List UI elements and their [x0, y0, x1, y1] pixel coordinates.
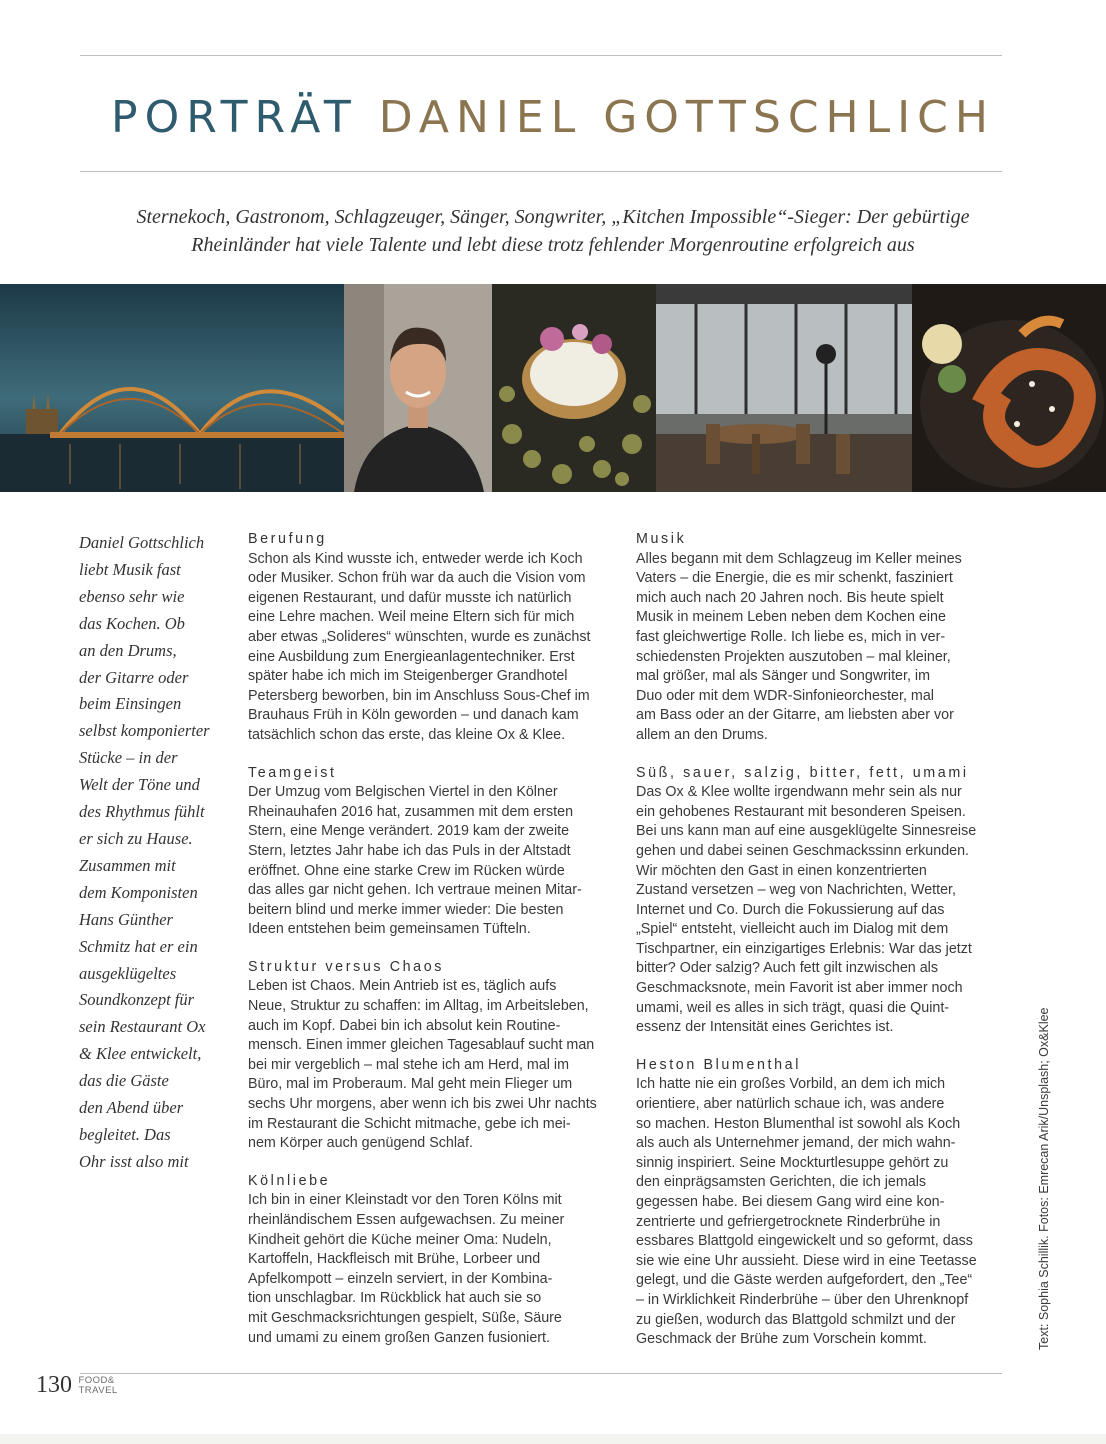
body-line: später habe ich mich im Steigenberger Grandhotel: [248, 668, 568, 685]
sidebar-line: dem Komponisten: [79, 882, 198, 902]
sidebar-line: den Abend über: [79, 1098, 184, 1118]
body-line: rheinländischem Essen aufgewachsen. Zu meiner: [248, 1212, 565, 1228]
sidebar-line: das Kochen. Ob: [79, 613, 185, 633]
body-line: sie wie eine Uhr aussieht. Diese wird in eine Teetasse: [636, 1252, 977, 1269]
body-line: eröffnet. Ohne eine starke Crew im Rücken würde: [248, 862, 565, 879]
body-line: nem Körper auch genügend Schlaf.: [248, 1135, 473, 1152]
section-heading: Teamgeist: [248, 764, 337, 781]
body-line: tion unschlagbar. Im Rückblick hat auch sie so: [248, 1290, 542, 1307]
body-line: eigenen Restaurant, und dafür musste ich natürlich: [248, 589, 572, 606]
body-line: Stern, eine Menge verändert. 2019 kam der zweite: [248, 823, 570, 840]
body-line: gegessen habe. Bei diesem Gang wird eine kon-: [636, 1194, 945, 1210]
section-heading: Kölnliebe: [248, 1172, 331, 1189]
article-section: [248, 764, 618, 940]
sidebar-line: Ohr isst also mit: [79, 1151, 189, 1171]
body-line: Zustand versetzen – weg von Nachrichten, Wetter,: [636, 882, 956, 899]
body-line: sechs Uhr morgens, aber wenn ich bis zwei Uhr nachts: [248, 1096, 597, 1113]
sidebar-line: der Gitarre oder: [79, 667, 189, 687]
body-line: umami, weil es alles in sich trägt, quasi die Quint-: [636, 999, 950, 1016]
body-line: gehen und dabei seinen Geschmackssinn erkunden.: [636, 842, 970, 859]
body-line: Petersberg beworben, bin im Anschluss Sous-Chef im: [248, 687, 590, 704]
sidebar-line: das die Gäste: [79, 1071, 169, 1091]
body-line: Ich bin in einer Kleinstadt vor den Toren Kölns mit: [248, 1192, 562, 1209]
sidebar-line: an den Drums,: [79, 640, 177, 660]
body-line: allem an den Drums.: [636, 726, 768, 743]
sidebar-line: liebt Musik fast: [79, 559, 181, 579]
top-rule: [80, 55, 1002, 56]
body-line: Der Umzug vom Belgischen Viertel in den Kölner: [248, 784, 558, 801]
lead-line: Sternekoch, Gastronom, Schlagzeuger, Sänger, Songwriter, „Kitchen Impossible“-Sieger: Der gebürtige: [136, 206, 970, 228]
sidebar-line: Daniel Gottschlich: [79, 533, 205, 552]
body-line: Musik in meinem Leben neben dem Kochen eine: [636, 609, 946, 626]
sidebar-line: Schmitz hat er ein: [79, 936, 198, 956]
page-number: 130: [36, 1372, 72, 1398]
body-line: ein gehobenes Restaurant mit besonderen Speisen.: [636, 803, 966, 820]
page-title: [0, 92, 1106, 143]
body-line: sinnig inspiriert. Seine Mockturtlesuppe gehört zu: [636, 1154, 949, 1171]
bottom-band: [0, 1434, 1106, 1444]
body-line: aber etwas „Solideres“ wünschten, wurde es zunächst: [248, 628, 591, 645]
body-line: Kartoffeln, Hackfleisch mit Brühe, Lorbeer und: [248, 1251, 541, 1268]
section-heading: Struktur versus Chaos: [248, 958, 445, 975]
photo-restaurant-interior: [656, 284, 912, 492]
body-line: tatsächlich schon das erste, das kleine Ox & Klee.: [248, 726, 566, 743]
body-line: „Spiel“ entsteht, vielleicht auch im Dialog mit dem: [636, 921, 949, 938]
sidebar-line: Hans Günther: [79, 909, 173, 929]
sidebar-teaser: [79, 530, 231, 1176]
section-heading: Musik: [636, 531, 687, 547]
body-line: Ideen entstehen beim gemeinsamen Tüfteln.: [248, 921, 531, 938]
lead-text: [60, 203, 1046, 259]
sidebar-line: selbst komponierter: [79, 721, 210, 741]
sidebar-line: Stücke – in der: [79, 748, 178, 768]
body-line: orientiere, aber natürlich schaue ich, was andere: [636, 1096, 945, 1113]
body-line: mal größer, mal als Sänger und Songwriter, im: [636, 668, 931, 685]
body-line: essenz der Intensität eines Gerichtes ist.: [636, 1019, 894, 1036]
body-line: auch im Kopf. Dabei bin ich absolut kein Routine-: [248, 1017, 561, 1034]
body-line: Büro, mal im Proberaum. Mal geht mein Flieger um: [248, 1076, 573, 1093]
photo-plated-dish: [492, 284, 656, 492]
body-line: eine Ausbildung zum Energieanlagentechniker. Erst: [248, 648, 575, 665]
body-line: Geschmacksnote, mein Favorit ist aber immer noch: [636, 980, 963, 997]
body-line: am Bass oder an der Gitarre, am liebsten aber vor: [636, 707, 954, 724]
article-section: [636, 1056, 1008, 1350]
body-line: essbares Blattgold eingewickelt und so geformt, dass: [636, 1233, 973, 1250]
sidebar-line: er sich zu Hause.: [79, 828, 193, 848]
article-section: [636, 764, 1008, 1038]
body-line: zentrierte und gefriergetrocknete Rinderbrühe in: [636, 1213, 941, 1230]
photo-cologne-bridge: [0, 284, 344, 492]
body-line: Brauhaus Früh in Köln geworden – und danach kam: [248, 707, 579, 724]
body-line: Alles begann mit dem Schlagzeug im Keller meines: [636, 550, 962, 567]
title-rule: [80, 171, 1002, 172]
article-section: [248, 1172, 618, 1348]
sidebar-line: sein Restaurant Ox: [79, 1017, 206, 1037]
body-line: bei mir vergeblich – mal stehe ich am Herd, mal im: [248, 1056, 569, 1073]
body-line: fast gleichwertige Rolle. Ich liebe es, mich in ver-: [636, 628, 946, 645]
photo-credit: Text: Sophia Schillik. Fotos: Emrecan Arik/Unsplash; Ox&Klee: [1037, 1007, 1051, 1350]
page-footer: [36, 1372, 118, 1399]
body-line: Wir möchten den Gast in einen konzentrierten: [636, 862, 927, 879]
sidebar-line: ausgeklügeltes: [79, 963, 177, 983]
body-line: Rheinauhafen 2016 hat, zusammen mit dem ersten: [248, 803, 574, 820]
body-line: Geschmack der Brühe zum Vorschein kommt.: [636, 1331, 927, 1348]
body-line: im Restaurant die Schicht mitmache, gebe ich mei-: [248, 1115, 571, 1132]
body-line: Vaters – die Energie, die es mir schenkt, fasziniert: [636, 570, 953, 587]
sidebar-line: Welt der Töne und: [79, 775, 200, 795]
body-line: und umami zu einem großen Ganzen fusioniert.: [248, 1329, 550, 1346]
body-line: Internet und Co. Durch die Fokussierung auf das: [636, 901, 945, 918]
sidebar-line: & Klee entwickelt,: [79, 1044, 202, 1064]
body-line: Leben ist Chaos. Mein Antrieb ist es, täglich aufs: [248, 978, 557, 995]
body-line: Das Ox & Klee wollte irgendwann mehr sein als nur: [636, 784, 962, 801]
body-line: beitern blind und merke immer wieder: Die besten: [248, 901, 564, 918]
body-line: Duo oder mit dem WDR-Sinfonieorchester, mal: [636, 687, 934, 704]
article-section: [636, 530, 1008, 746]
section-heading: Berufung: [248, 531, 327, 547]
body-line: mensch. Einen immer gleichen Tagesablauf sucht man: [248, 1037, 595, 1054]
photo-chef-portrait: [344, 284, 492, 492]
body-line: eine Lehre machen. Weil meine Eltern sich für mich: [248, 609, 575, 626]
body-line: gelegt, und die Gäste werden aufgefordert, den „Tee“: [636, 1272, 973, 1289]
sidebar-line: Zusammen mit: [79, 855, 176, 875]
magazine-logo: [78, 1376, 117, 1395]
text-column-left: [248, 530, 618, 1366]
body-line: Apfelkompott – einzeln serviert, in der Kombina-: [248, 1270, 553, 1287]
body-line: Bei uns kann man auf eine ausgeklügelte Sinnesreise: [636, 823, 977, 840]
body-line: bitter? Oder salzig? Auch fett gilt inzwischen als: [636, 960, 938, 977]
body-line: Neue, Struktur zu schaffen: im Alltag, im Arbeitsleben,: [248, 998, 589, 1015]
body-line: Kindheit gehört die Küche meiner Oma: Nudeln,: [248, 1231, 552, 1248]
body-line: zu gießen, wodurch das Blattgold schmilzt und der: [636, 1311, 956, 1328]
title-part-name: DANIEL GOTTSCHLICH: [378, 92, 995, 143]
logo-line-food: FOOD&: [78, 1375, 115, 1386]
photo-strip: [0, 284, 1106, 492]
body-line: das alles gar nicht gehen. Ich vertraue meinen Mitar-: [248, 882, 582, 899]
body-line: Schon als Kind wusste ich, entweder werde ich Koch: [248, 550, 583, 567]
body-line: so machen. Heston Blumenthal ist sowohl als Koch: [636, 1115, 961, 1132]
sidebar-line: ebenso sehr wie: [79, 586, 185, 606]
title-part-portraet: PORTRÄT: [111, 92, 358, 143]
text-column-right: [636, 530, 1008, 1368]
body-line: Stern, letztes Jahr habe ich das Puls in der Altstadt: [248, 842, 571, 859]
lead-line: Rheinländer hat viele Talente und lebt diese trotz fehlender Morgenroutine erfolgreich aus: [191, 234, 915, 256]
section-heading: Süß, sauer, salzig, bitter, fett, umami: [636, 764, 969, 781]
footer-rule: [80, 1373, 1002, 1374]
body-line: oder Musiker. Schon früh war da auch die Vision vom: [248, 570, 586, 587]
sidebar-line: des Rhythmus fühlt: [79, 802, 205, 822]
logo-line-travel: TRAVEL: [78, 1384, 118, 1396]
body-line: mit Geschmacksrichtungen gespielt, Süße, Säure: [248, 1309, 562, 1326]
body-line: Ich hatte nie ein großes Vorbild, an dem ich mich: [636, 1076, 946, 1093]
body-line: den einprägsamsten Gerichten, die ich jemals: [636, 1174, 927, 1191]
body-line: – in Wirklichkeit Rinderbrühe – über den Uhrenknopf: [636, 1291, 969, 1308]
body-line: mich auch nach 20 Jahren noch. Bis heute spielt: [636, 589, 944, 606]
body-line: Tischpartner, ein einzigartiges Erlebnis: War das jetzt: [636, 940, 972, 957]
body-line: als auch als Unternehmer jemand, der mich wahn-: [636, 1135, 956, 1152]
section-heading: Heston Blumenthal: [636, 1056, 801, 1073]
article-section: [248, 530, 618, 746]
article-section: [248, 958, 618, 1154]
sidebar-line: begleitet. Das: [79, 1124, 171, 1144]
photo-pretzel-dish: [912, 284, 1106, 492]
sidebar-line: Soundkonzept für: [79, 990, 195, 1010]
body-line: schiedensten Projekten auszutoben – mal kleiner,: [636, 648, 951, 665]
sidebar-line: beim Einsingen: [79, 694, 182, 714]
